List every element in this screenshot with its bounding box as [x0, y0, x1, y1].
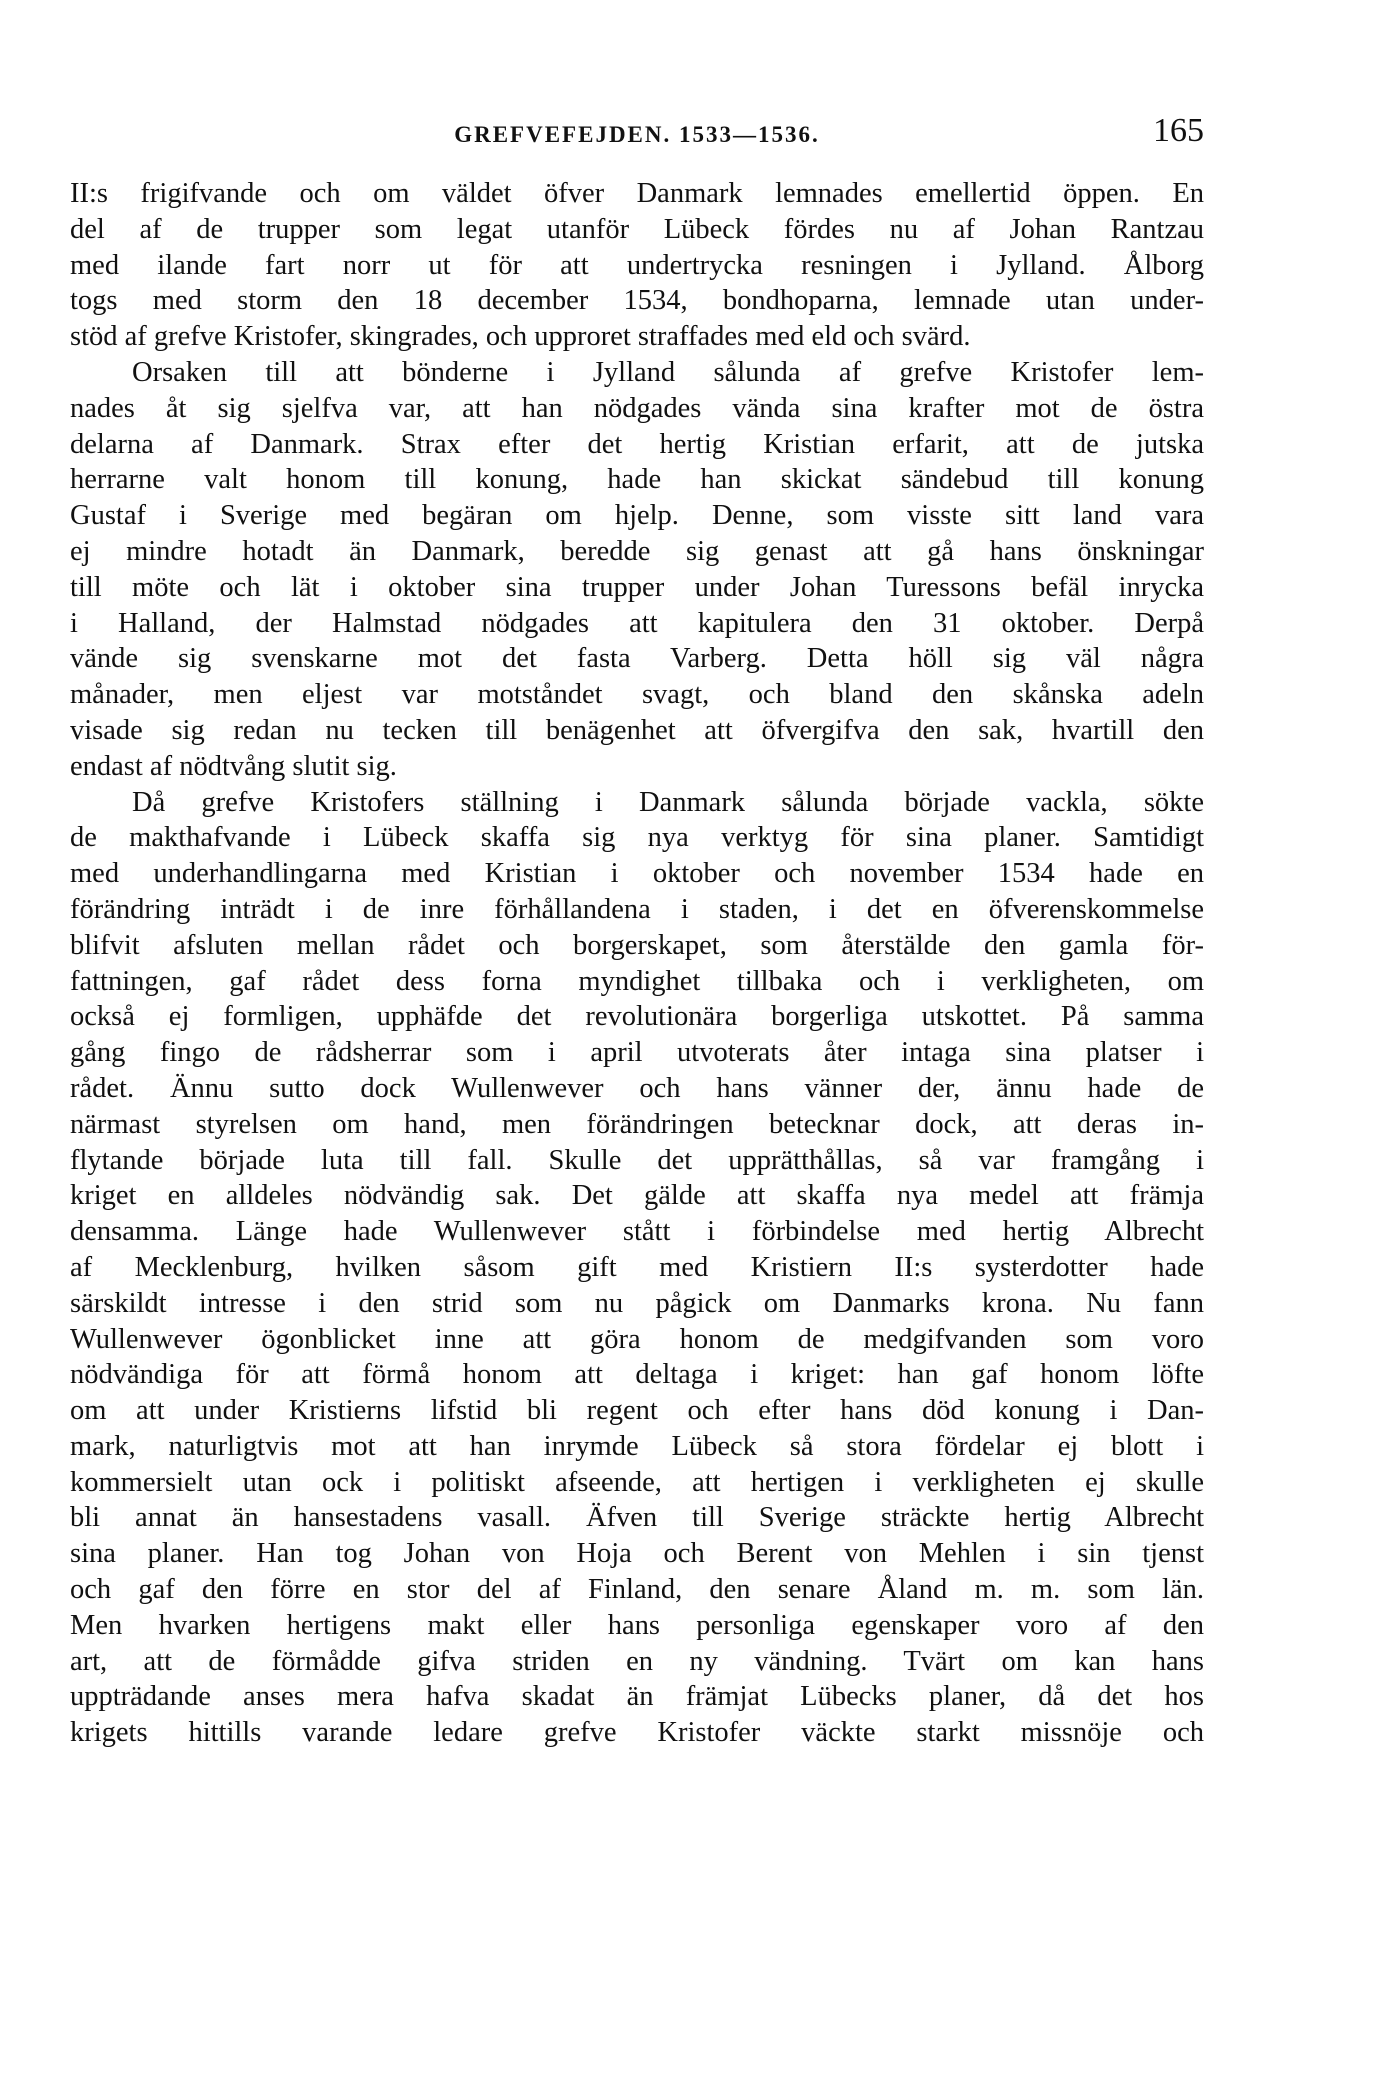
- text-line: fattningen, gaf rådet dess forna myndighet tillbaka och i verkligheten, om: [70, 965, 1204, 997]
- text-line: endast af nödtvång slutit sig.: [70, 750, 397, 782]
- text-line: af Mecklenburg, hvilken såsom gift med Kristiern II:s systerdotter hade: [70, 1251, 1204, 1283]
- paragraph-first-line: Orsaken till att bönderne i Jylland sålunda af grefve Kristofer lem-: [132, 356, 1204, 388]
- paragraph-first-line: Då grefve Kristofers ställning i Danmark sålunda började vackla, sökte: [132, 786, 1204, 818]
- text-line: om att under Kristierns lifstid bli regent och efter hans död konung i Dan-: [70, 1395, 1204, 1427]
- text-line: flytande började luta till fall. Skulle det upprätthållas, så var framgång i: [70, 1144, 1204, 1176]
- text-line: månader, men eljest var motståndet svagt, och bland den skånska adeln: [70, 679, 1204, 711]
- text-line: de makthafvande i Lübeck skaffa sig nya verktyg för sina planer. Samtidigt: [70, 822, 1204, 854]
- text-line: förändring inträdt i de inre förhållandena i staden, i det en öfverenskommelse: [70, 893, 1204, 925]
- text-line: delarna af Danmark. Strax efter det hertig Kristian erfarit, att de jutska: [70, 428, 1204, 460]
- text-line: mark, naturligtvis mot att han inrymde Lübeck så stora fördelar ej blott i: [70, 1430, 1204, 1462]
- text-line: med underhandlingarna med Kristian i oktober och november 1534 hade en: [70, 858, 1204, 890]
- text-line: med ilande fart norr ut för att undertrycka resningen i Jylland. Ålborg: [70, 249, 1204, 281]
- text-line: kommersielt utan ock i politiskt afseende, att hertigen i verkligheten ej skulle: [70, 1466, 1204, 1498]
- text-line: särskildt intresse i den strid som nu pågick om Danmarks krona. Nu fann: [70, 1287, 1204, 1319]
- text-line: ej mindre hotadt än Danmark, beredde sig genast att gå hans önskningar: [70, 535, 1204, 567]
- text-line: och gaf den förre en stor del af Finland, den senare Åland m. m. som län.: [70, 1574, 1204, 1606]
- text-line: kriget en alldeles nödvändig sak. Det gälde att skaffa nya medel att främja: [70, 1180, 1204, 1212]
- text-line: art, att de förmådde gifva striden en ny vändning. Tvärt om kan hans: [70, 1645, 1204, 1677]
- running-title: GREFVEFEJDEN. 1533—1536.: [454, 122, 820, 147]
- text-line: Gustaf i Sverige med begäran om hjelp. Denne, som visste sitt land vara: [70, 500, 1204, 532]
- text-line: krigets hittills varande ledare grefve Kristofer väckte starkt missnöje och: [70, 1717, 1204, 1749]
- text-line: i Halland, der Halmstad nödgades att kapitulera den 31 oktober. Derpå: [70, 607, 1204, 639]
- text-line: del af de trupper som legat utanför Lübeck fördes nu af Johan Rantzau: [70, 213, 1204, 245]
- text-line: nades åt sig sjelfva var, att han nödgades vända sina krafter mot de östra: [70, 392, 1204, 424]
- text-line: vände sig svenskarne mot det fasta Varberg. Detta höll sig väl några: [70, 643, 1204, 675]
- text-line: II:s frigifvande och om väldet öfver Danmark lemnades emellertid öppen. En: [70, 178, 1204, 209]
- text-line: densamma. Länge hade Wullenwever stått i förbindelse med hertig Albrecht: [70, 1216, 1204, 1248]
- body-text: [70, 176, 1204, 1751]
- text-line: stöd af grefve Kristofer, skingrades, och upproret straffades med eld och svärd.: [70, 321, 971, 353]
- text-line: herrarne valt honom till konung, hade han skickat sändebud till konung: [70, 464, 1204, 496]
- text-line: sina planer. Han tog Johan von Hoja och Berent von Mehlen i sin tjenst: [70, 1538, 1204, 1570]
- text-line: rådet. Ännu sutto dock Wullenwever och hans vänner der, ännu hade de: [70, 1072, 1204, 1104]
- text-line: Men hvarken hertigens makt eller hans personliga egenskaper voro af den: [70, 1609, 1204, 1641]
- text-line: blifvit afsluten mellan rådet och borgerskapet, som återstälde den gamla för-: [70, 929, 1204, 961]
- running-head: [70, 112, 1204, 162]
- text-line: nödvändiga för att förmå honom att deltaga i kriget: han gaf honom löfte: [70, 1359, 1204, 1391]
- page-number: 165: [1153, 112, 1204, 149]
- text-line: togs med storm den 18 december 1534, bondhoparna, lemnade utan under-: [70, 285, 1204, 317]
- text-line: också ej formligen, upphäfde det revolutionära borgerliga utskottet. På samma: [70, 1001, 1204, 1033]
- text-line: närmast styrelsen om hand, men förändringen betecknar dock, att deras in-: [70, 1108, 1204, 1140]
- text-line: gång fingo de rådsherrar som i april utvoterats åter intaga sina platser i: [70, 1037, 1204, 1069]
- text-line: till möte och lät i oktober sina trupper under Johan Turessons befäl inrycka: [70, 571, 1204, 603]
- text-line: Wullenwever ögonblicket inne att göra honom de medgifvanden som voro: [70, 1323, 1204, 1355]
- text-line: uppträdande anses mera hafva skadat än främjat Lübecks planer, då det hos: [70, 1681, 1204, 1713]
- text-line: bli annat än hansestadens vasall. Äfven till Sverige sträckte hertig Albrecht: [70, 1502, 1204, 1534]
- text-line: visade sig redan nu tecken till benägenhet att öfvergifva den sak, hvartill den: [70, 714, 1204, 746]
